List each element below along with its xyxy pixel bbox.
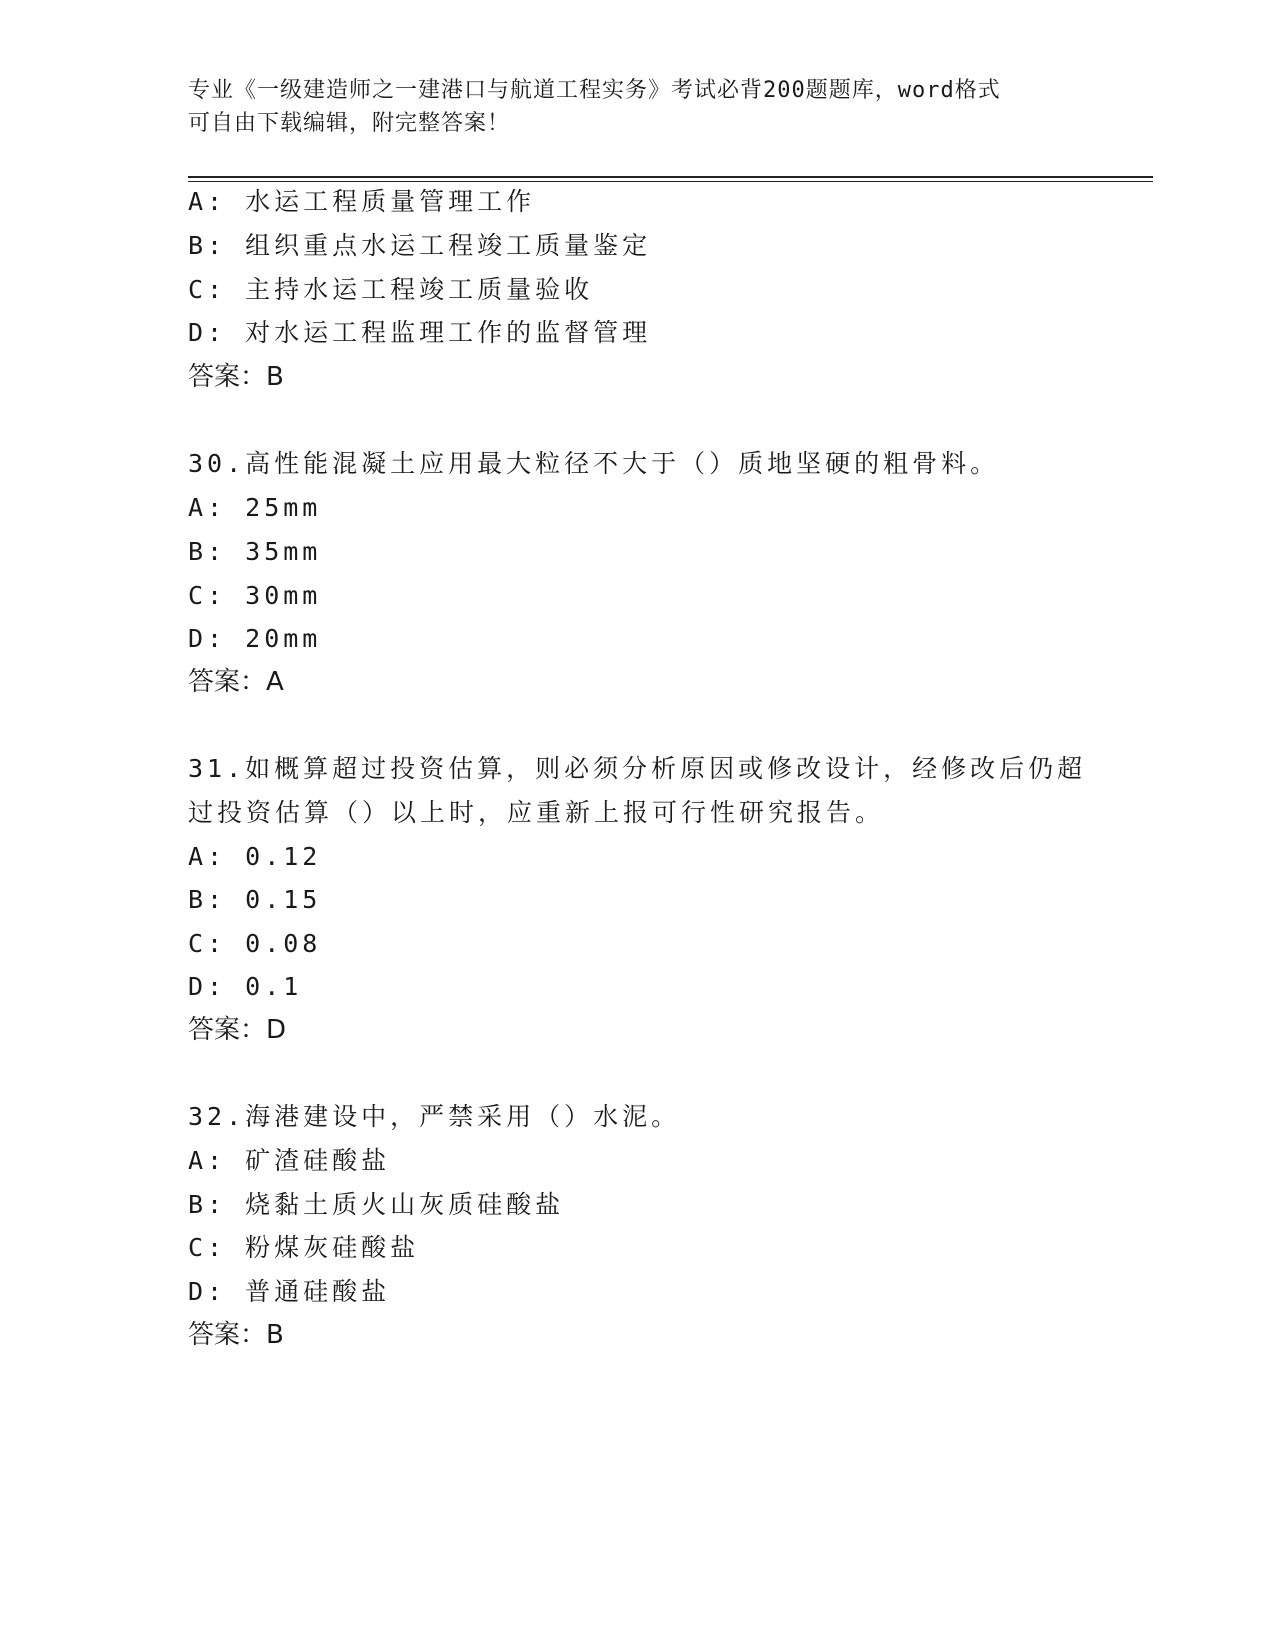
q31-option-d: D: 0.1 <box>188 972 303 1001</box>
q32-option-c: C: 粉煤灰硅酸盐 <box>188 1233 420 1262</box>
q30-option-c: C: 30mm <box>188 581 322 610</box>
q30-question: 30.高性能混凝土应用最大粒径不大于（）质地坚硬的粗骨料。 <box>188 449 1000 478</box>
q29-answer: 答案：B <box>188 362 284 392</box>
q30-option-d: D: 20mm <box>188 624 322 653</box>
header-divider-thick <box>188 176 1153 178</box>
q31-option-a: A: 0.12 <box>188 842 322 871</box>
document-header <box>188 74 1088 140</box>
q30-answer: 答案：A <box>188 667 284 697</box>
q31-option-c: C: 0.08 <box>188 929 322 958</box>
q29-option-c: C: 主持水运工程竣工质量验收 <box>188 275 594 304</box>
q32-answer: 答案：B <box>188 1320 284 1350</box>
header-divider-thin <box>188 181 1153 182</box>
header-line-2: 可自由下载编辑，附完整答案！ <box>188 111 511 136</box>
q32-option-b: B: 烧黏土质火山灰质硅酸盐 <box>188 1190 565 1219</box>
q30-option-b: B: 35mm <box>188 537 322 566</box>
q29-option-a: A: 水运工程质量管理工作 <box>188 187 536 216</box>
q31-question-line-1: 31.如概算超过投资估算，则必须分析原因或修改设计，经修改后仍超 <box>188 754 1087 783</box>
q32-option-a: A: 矿渣硅酸盐 <box>188 1146 391 1175</box>
q31-question-line-2: 过投资估算（）以上时，应重新上报可行性研究报告。 <box>188 798 885 827</box>
q29-option-b: B: 组织重点水运工程竣工质量鉴定 <box>188 231 652 260</box>
q29-option-d: D: 对水运工程监理工作的监督管理 <box>188 318 652 347</box>
q32-option-d: D: 普通硅酸盐 <box>188 1277 391 1306</box>
q31-answer: 答案：D <box>188 1015 287 1045</box>
q30-option-a: A: 25mm <box>188 493 322 522</box>
header-line-1: 专业《一级建造师之一建港口与航道工程实务》考试必背200题题库，word格式 <box>188 78 1001 103</box>
q32-question: 32.海港建设中，严禁采用（）水泥。 <box>188 1102 681 1131</box>
q31-option-b: B: 0.15 <box>188 885 322 914</box>
